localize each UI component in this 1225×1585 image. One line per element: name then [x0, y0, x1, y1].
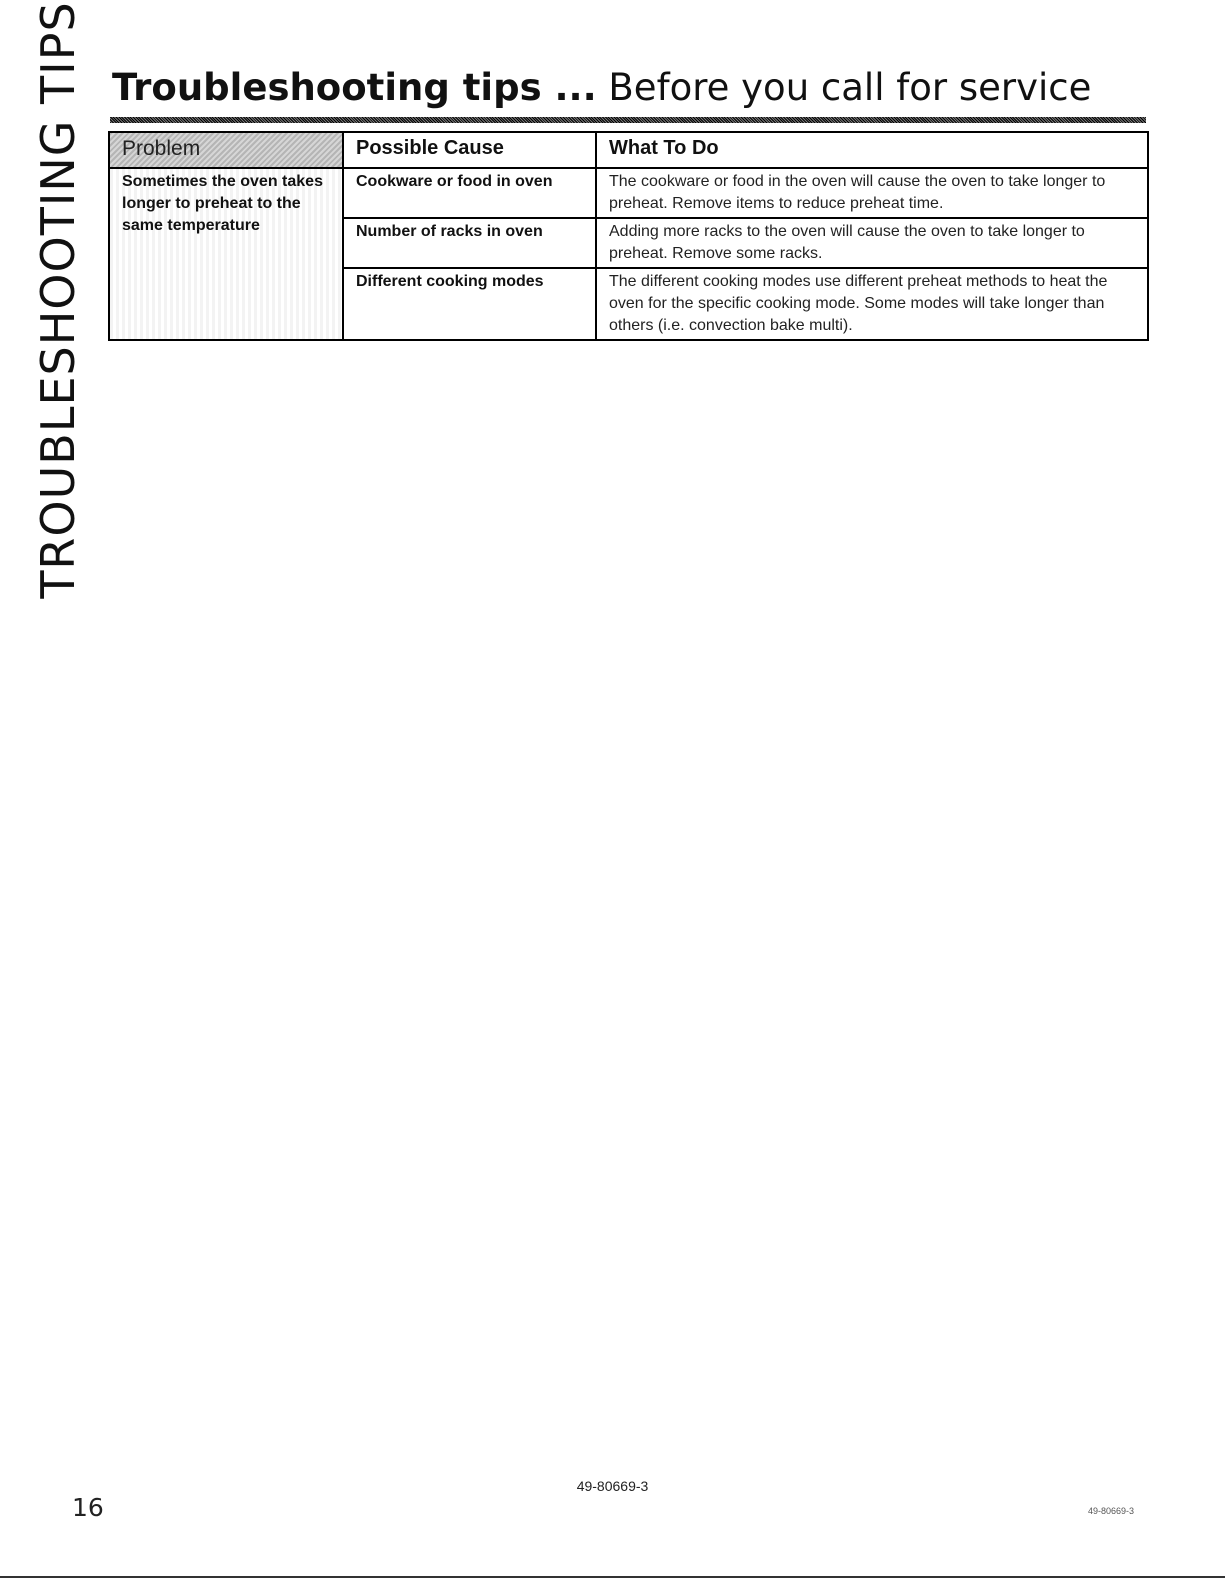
- todo-cell: Adding more racks to the oven will cause the oven to take longer to preheat. Remove some racks.: [596, 218, 1148, 268]
- page-bottom-border: [0, 1576, 1225, 1578]
- troubleshooting-table: [108, 131, 1149, 341]
- document-number: 49-80669-3: [576, 1478, 649, 1494]
- todo-cell: The cookware or food in the oven will cause the oven to take longer to preheat. Remove items to reduce preheat time.: [596, 168, 1148, 218]
- cause-cell: Different cooking modes: [343, 268, 596, 340]
- cause-cell: Cookware or food in oven: [343, 168, 596, 218]
- title-divider: [110, 117, 1146, 123]
- page-title-main: Troubleshooting tips ...: [112, 66, 597, 109]
- column-header-problem: Problem: [109, 132, 343, 168]
- column-header-cause: Possible Cause: [343, 132, 596, 168]
- page-title-sub: Before you call for service: [608, 66, 1092, 109]
- page-number: 16: [72, 1493, 104, 1522]
- document-number-small: 49-80669-3: [1088, 1506, 1135, 1516]
- side-section-tab: [26, 1, 90, 599]
- side-section-label: TROUBLESHOOTING TIPS: [31, 1, 85, 599]
- column-header-todo: What To Do: [596, 132, 1148, 168]
- todo-cell: The different cooking modes use different preheat methods to heat the oven for the specific cooking mode. Some modes will take longer than others (i.e. convection bake multi).: [596, 268, 1148, 340]
- table-header-row: [109, 132, 1148, 168]
- table-row: [109, 168, 1148, 218]
- page-title: [112, 66, 1091, 109]
- problem-cell: Sometimes the oven takes longer to preheat to the same temperature: [109, 168, 343, 340]
- cause-cell: Number of racks in oven: [343, 218, 596, 268]
